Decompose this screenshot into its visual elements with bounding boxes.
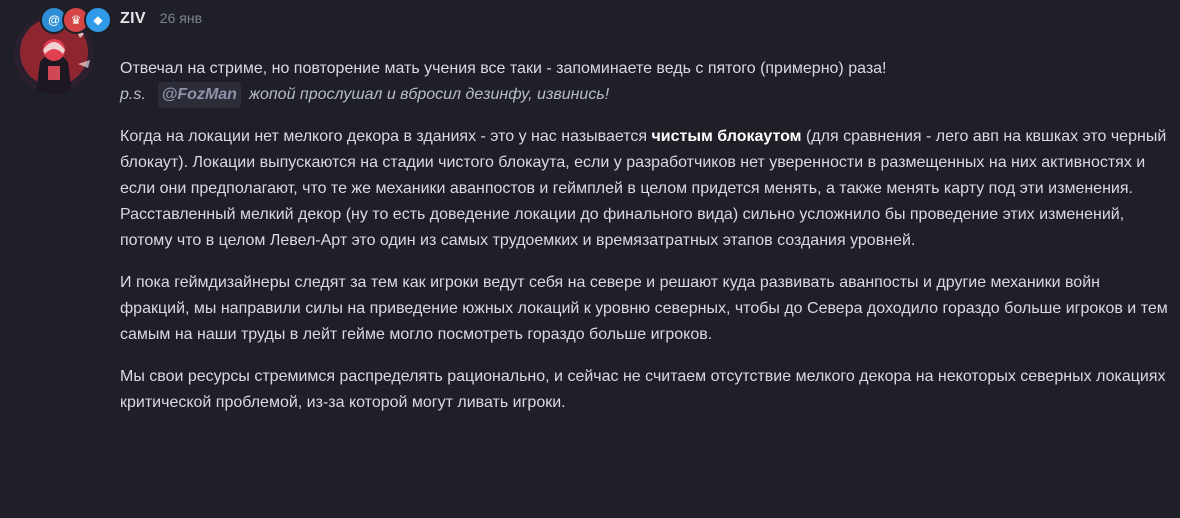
paragraph-1-after: (для сравнения - лего авп на квшках это черный блокаут). Локации выпускаются на стадии чистого блокаута, если у разработчиков нет уверенности в размещенных на них активностях и если они предполагают, что те же механики аванпостов и геймплей в целом придется менять, а также менять карту под эти изменения. Расставленный мелкий декор (ну то есть доведение локации до финального вида) сильно усложнило бы проведение этих изменений, потому что в целом Левел-Арт это один из самых трудоемких и времязатратных этапов создания уровней. xyxy=(120,128,1167,249)
post-header xyxy=(120,10,202,32)
mention-link[interactable]: @FozMan xyxy=(158,82,241,108)
paragraph-1-bold: чистым блокаутом xyxy=(651,128,802,145)
author-name[interactable]: ZIV xyxy=(120,10,146,27)
trophy-icon[interactable]: ♛ xyxy=(62,6,90,34)
paragraph-2: И пока геймдизайнеры следят за тем как игроки ведут себя на севере и решают куда развивать аванпосты и другие механики войн фракций, мы направили силы на приведение южных локаций к уровню северных, чтобы до Севера доходило гораздо больше игроков и тем самым на наши труды в лейт гейме могло посмотреть гораздо больше игроков. xyxy=(120,274,1168,343)
paragraph-3: Мы свои ресурсы стремимся распределять рационально, и сейчас не считаем отсутствие мелкого декора на некоторых северных локациях критической проблемой, из-за которой могут ливать игроки. xyxy=(120,368,1166,411)
paragraph-1 xyxy=(120,124,1168,254)
intro-text: Отвечал на стриме, но повторение мать учения все таки - запоминаете ведь с пятого (примерно) раза! xyxy=(120,60,887,77)
badge-list xyxy=(40,6,112,34)
avatar-block[interactable] xyxy=(14,6,103,92)
ps-line xyxy=(120,82,1168,108)
ps-prefix: p.s. xyxy=(120,86,146,103)
post-date[interactable]: 26 янв xyxy=(159,10,203,26)
at-sign-icon[interactable]: @ xyxy=(40,6,68,34)
diamond-icon[interactable]: ◆ xyxy=(84,6,112,34)
post-body xyxy=(120,56,1168,416)
paragraph-1-before: Когда на локации нет мелкого декора в зданиях - это у нас называется xyxy=(120,128,652,145)
ps-text: жопой прослушал и вбросил дезинфу, извинись! xyxy=(248,86,610,103)
